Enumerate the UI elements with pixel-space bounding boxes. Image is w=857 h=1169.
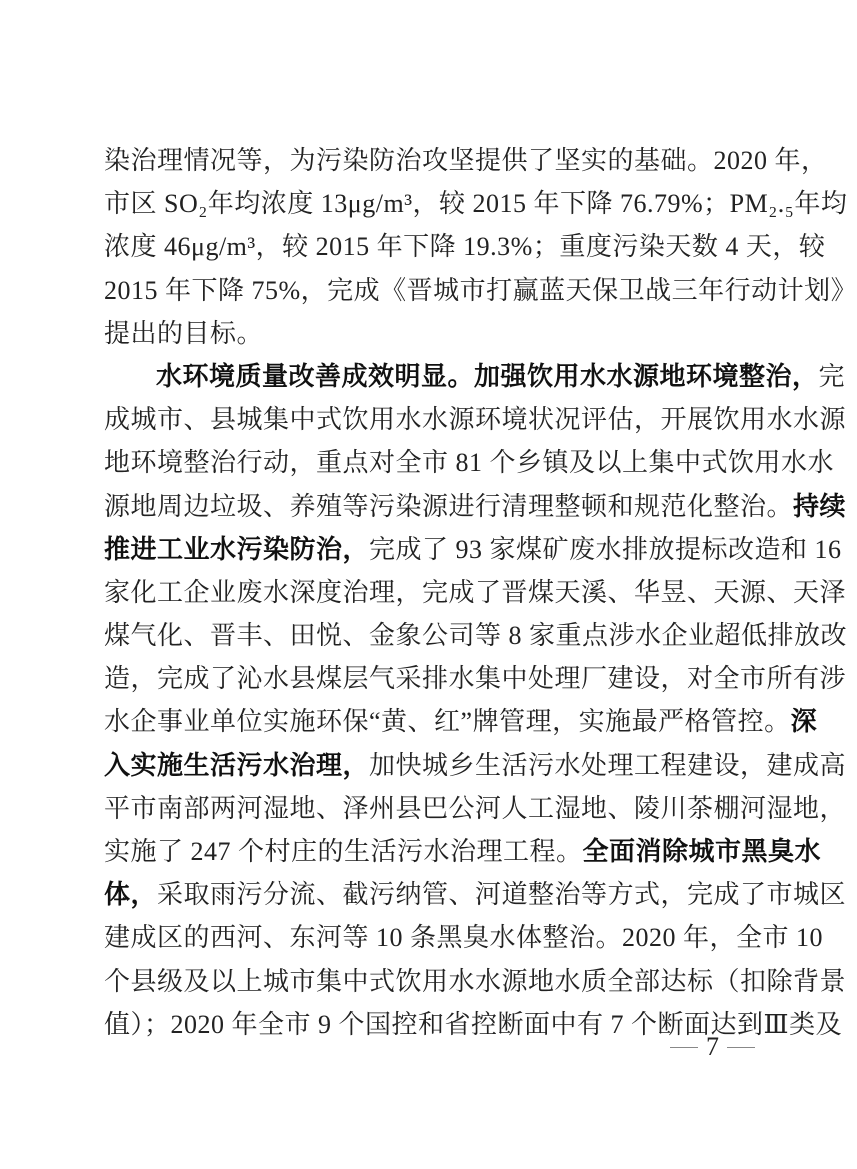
body-text: 提出的目标。 — [104, 318, 264, 348]
text-line — [104, 398, 847, 441]
body-text: 家化工企业废水深度治理，完成了晋煤天溪、华昱、天源、天泽 — [104, 577, 847, 607]
text-line — [104, 441, 835, 484]
text-line — [104, 225, 826, 268]
body-text: 加快城乡生活污水处理工程建设，建成高 — [369, 750, 847, 780]
text-line — [104, 1003, 843, 1046]
text-line — [104, 139, 828, 182]
document-body — [104, 139, 857, 1046]
bold-heading-text: 全面消除城市黑臭水 — [582, 837, 822, 866]
body-text: 实施了 247 个村庄的生活污水治理工程。 — [104, 837, 583, 866]
body-text: 源地周边垃圾、养殖等污染源进行清理整顿和规范化整治。 — [104, 491, 794, 521]
text-line — [104, 830, 822, 873]
bold-heading-text: 推进工业水污染防治， — [104, 534, 370, 564]
page-number-dash-left — [670, 1047, 698, 1048]
text-line — [104, 657, 847, 700]
bold-heading-text: 体， — [104, 880, 158, 910]
body-text: 完 — [818, 361, 846, 391]
page-number: 7 — [706, 1032, 719, 1061]
body-text: 市区 SO₂年均浓度 13μg/m³，较 2015 年下降 76.79%；PM₂.₅年均 — [104, 189, 848, 219]
body-text: 水企事业单位实施环保“黄、红”牌管理，实施最严格管控。 — [104, 707, 791, 737]
text-line — [104, 614, 848, 657]
text-line — [104, 744, 847, 787]
body-text: 平市南部两河湿地、泽州县巴公河人工湿地、陵川茶棚河湿地， — [104, 793, 847, 823]
text-line — [104, 528, 842, 571]
body-text: 建成区的西河、东河等 10 条黑臭水体整治。2020 年，全市 10 — [104, 923, 824, 953]
bold-heading-text: 水环境质量改善成效明显。加强饮用水水源地环境整治， — [156, 361, 819, 391]
text-line — [104, 355, 846, 398]
text-line — [104, 960, 847, 1003]
bold-heading-text: 入实施生活污水治理， — [104, 750, 370, 780]
page-number-footer — [670, 1032, 755, 1062]
body-text: 2015 年下降 75%，完成《晋城市打赢蓝天保卫战三年行动计划》 — [104, 275, 857, 305]
text-line — [104, 700, 818, 743]
body-text: 染治理情况等，为污染防治攻坚提供了坚实的基础。2020 年， — [104, 146, 828, 175]
page-number-dash-right — [727, 1047, 755, 1048]
bold-heading-text: 持续 — [793, 491, 847, 521]
body-text: 采取雨污分流、截污纳管、河道整治等方式，完成了市城区 — [157, 880, 847, 910]
text-line — [104, 787, 847, 830]
body-text: 成城市、县城集中式饮用水水源环境状况评估，开展饮用水水源 — [104, 405, 847, 435]
text-line — [104, 916, 824, 959]
text-line — [104, 873, 847, 916]
body-text: 煤气化、晋丰、田悦、金象公司等 8 家重点涉水企业超低排放改 — [104, 621, 848, 651]
text-line — [104, 182, 848, 225]
bold-heading-text: 深 — [790, 707, 818, 737]
body-text: 造，完成了沁水县煤层气采排水集中处理厂建设，对全市所有涉 — [104, 664, 847, 694]
body-text: 值）；2020 年全市 9 个国控和省控断面中有 7 个断面达到Ⅲ类及 — [104, 1009, 843, 1039]
text-line — [104, 312, 740, 355]
body-text: 浓度 46μg/m³，较 2015 年下降 19.3%；重度污染天数 4 天，较 — [104, 232, 826, 262]
body-text: 地环境整治行动，重点对全市 81 个乡镇及以上集中式饮用水水 — [104, 448, 835, 478]
text-line — [104, 269, 857, 312]
body-text: 完成了 93 家煤矿废水排放提标改造和 16 — [369, 534, 842, 564]
text-line — [104, 571, 847, 614]
text-line — [104, 485, 847, 528]
body-text: 个县级及以上城市集中式饮用水水源地水质全部达标（扣除背景 — [104, 966, 847, 996]
